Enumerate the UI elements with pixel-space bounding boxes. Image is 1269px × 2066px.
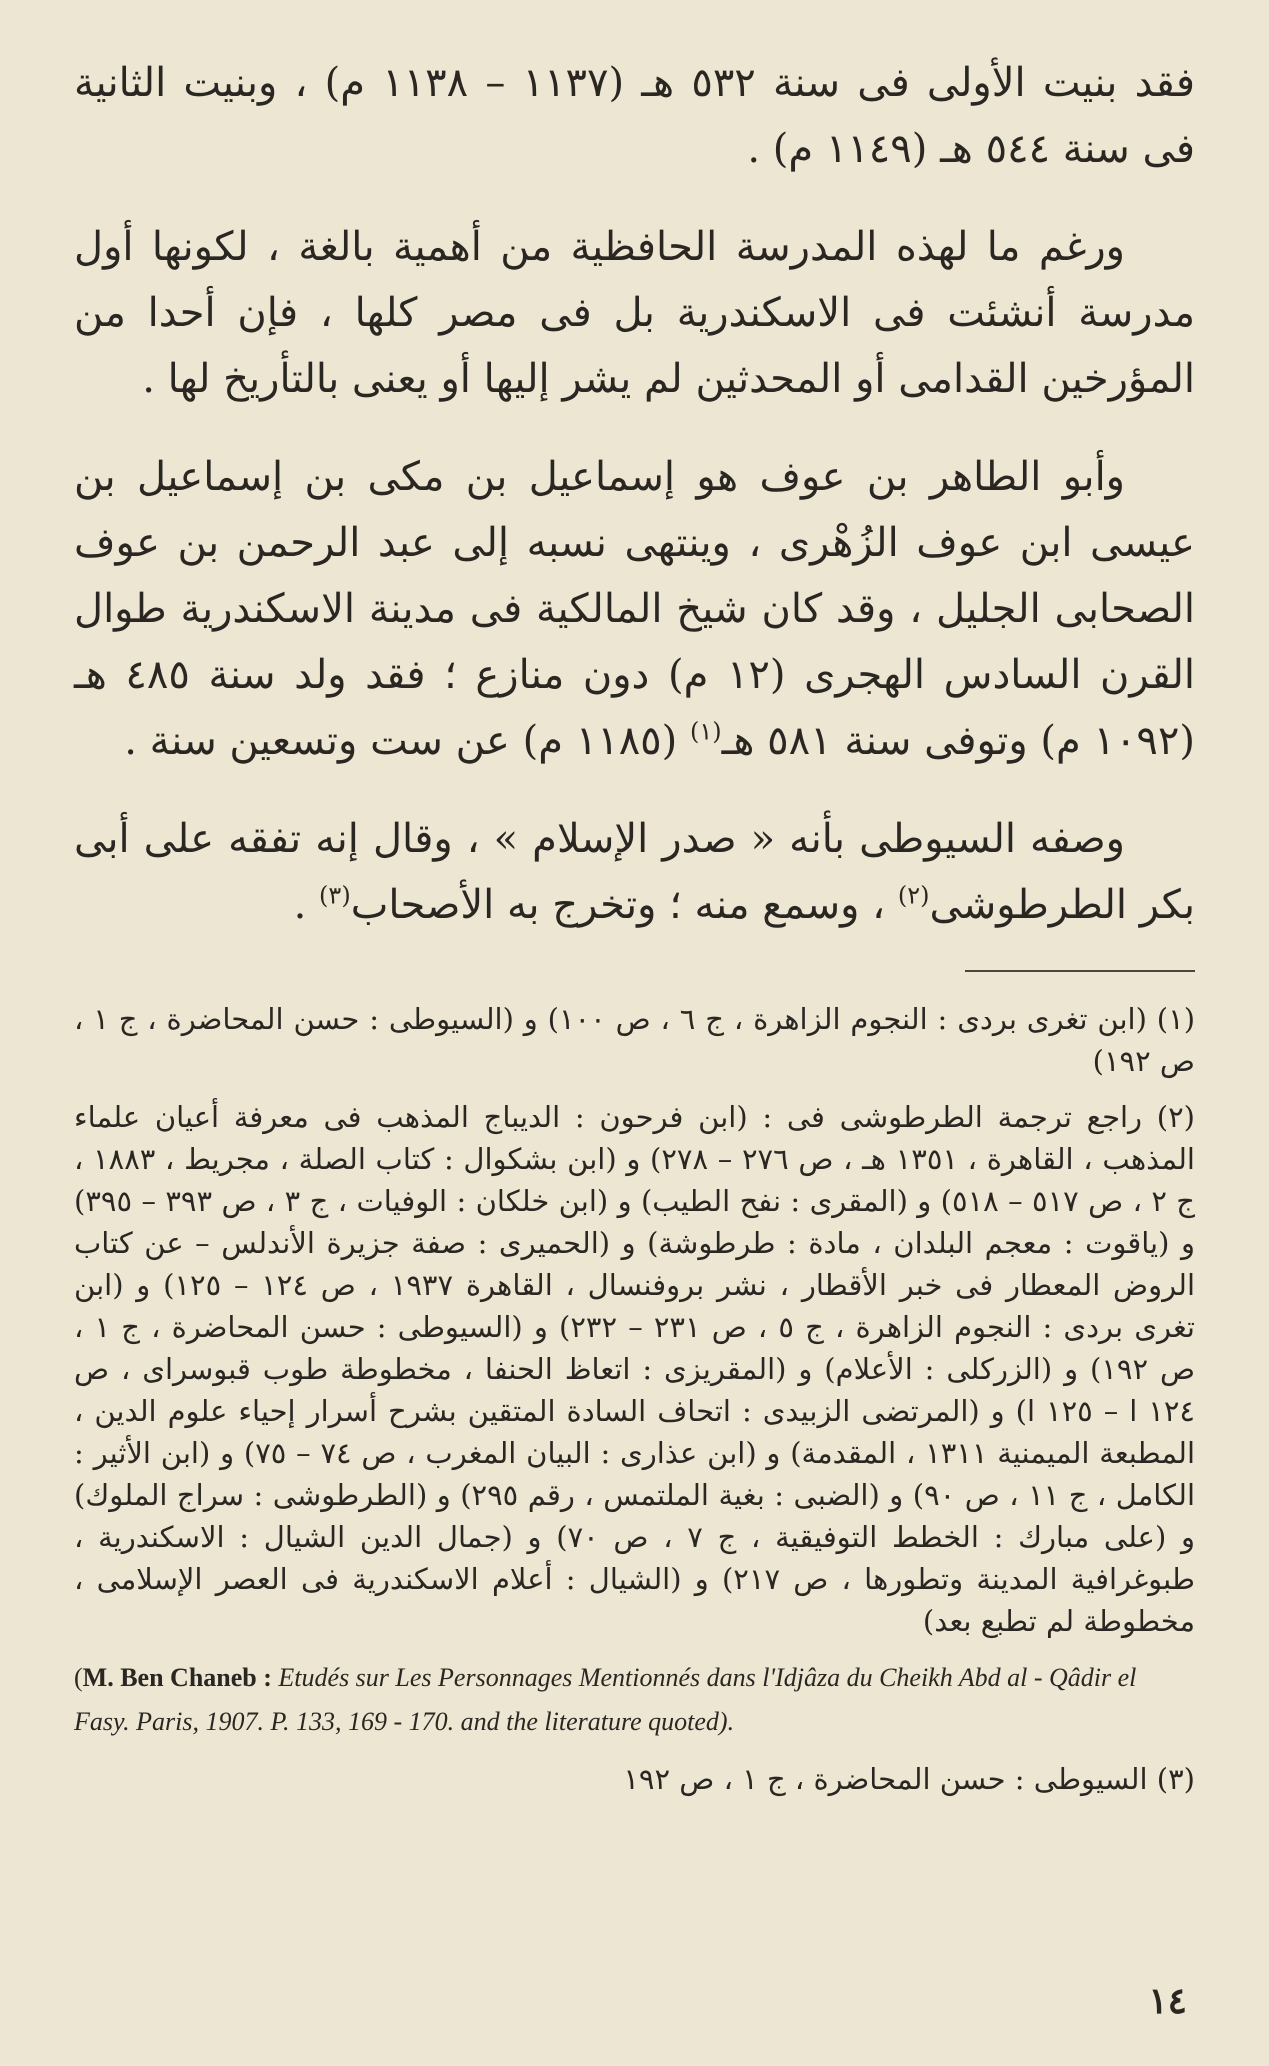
paragraph-4-mid: ، وسمع منه ؛ وتخرج به الأصحاب <box>350 882 886 928</box>
note-ref-2: (٢) <box>897 881 930 910</box>
paragraph-4-end: . <box>293 882 307 928</box>
footnote-2: (٢) راجع ترجمة الطرطوشى فى : (ابن فرحون : الديباج المذهب فى معرفة أعيان علماء المذهب ، القاهرة ، ١٣٥١ هـ ، ص ٢٧٦ – ٢٧٨) و (ابن بشكوال : كتاب الصلة ، مجريط ، ١٨٨٣ ، ج ٢ ، ص ٥١٧ – ٥١٨) و (المقرى : نفح الطيب) و (ابن خلكان : الوفيات ، ج ٣ ، ص ٣٩٣ – ٣٩٥) و (ياقوت : معجم البلدان ، مادة : طرطوشة) و (الحميرى : صفة جزيرة الأندلس – عن كتاب الروض المعطار فى خبر الأقطار ، نشر بروفنسال ، القاهرة ١٩٣٧ ، ص ١٢٤ – ١٢٥) و (ابن تغرى بردى : النجوم الزاهرة ، ج ٥ ، ص ٢٣١ – ٢٣٢) و (السيوطى : حسن المحاضرة ، ج ١ ، ص ١٩٢) و (الزركلى : الأعلام) و (المقريزى : اتعاظ الحنفا ، مخطوطة طوب قبوسراى ، ص ١٢٤ ا – ١٢٥ ا) و (المرتضى الزبيدى : اتحاف السادة المتقين بشرح أسرار إحياء علوم الدين ، المطبعة الميمنية ١٣١١ ، المقدمة) و (ابن عذارى : البيان المغرب ، ص ٧٤ – ٧٥) و (ابن الأثير : الكامل ، ج ١١ ، ص ٩٠) و (الضبى : بغية الملتمس ، رقم ٢٩٥) و (الطرطوشى : سراج الملوك) و (على مبارك : الخطط التوفيقية ، ج ٧ ، ص ٧٠) و (جمال الدين الشيال : الاسكندرية ، طبوغرافية المدينة وتطورها ، ص ٢١٧) و (الشيال : أعلام الاسكندرية فى العصر الإسلامى ، مخطوطة لم تطبع بعد) <box>74 1100 1196 1638</box>
latin-citation <box>74 1656 1195 1744</box>
paragraph-3 <box>74 444 1195 774</box>
paragraph-4-text: وصفه السيوطى بأنه « صدر الإسلام » ، وقال إنه تفقه على أبى بكر الطرطوشى <box>74 816 1195 928</box>
paragraph-1: فقد بنيت الأولى فى سنة ٥٣٢ هـ (١١٣٧ – ١١٣٨ م) ، وبنيت الثانية فى سنة ٥٤٤ هـ (١١٤٩ م) . <box>74 60 1195 172</box>
main-text <box>74 50 1195 938</box>
paragraph-3-end: (١١٨٥ م) عن ست وتسعين سنة . <box>124 718 678 764</box>
footnotes <box>74 998 1195 1800</box>
footnote-3: (٣) السيوطى : حسن المحاضرة ، ج ١ ، ص ١٩٢ <box>623 1762 1195 1796</box>
latin-citation-author: M. Ben Chaneb : <box>82 1663 272 1692</box>
paragraph-4 <box>74 806 1195 938</box>
paragraph-3-text: وأبو الطاهر بن عوف هو إسماعيل بن مكى بن إسماعيل بن عيسى ابن عوف الزُهْرى ، وينتهى نسبه إلى عبد الرحمن بن عوف الصحابى الجليل ، وقد كان شيخ المالكية فى مدينة الاسكندرية طوال القرن السادس الهجرى (١٢ م) دون منازع ؛ فقد ولد سنة ٤٨٥ هـ (١٠٩٢ م) وتوفى سنة ٥٨١ هـ <box>74 454 1195 764</box>
page-number: ١٤ <box>1148 1980 1187 2022</box>
footnote-divider <box>965 970 1195 972</box>
note-ref-3: (٣) <box>319 881 351 910</box>
note-ref-1: (١) <box>689 717 722 746</box>
paragraph-2: ورغم ما لهذه المدرسة الحافظية من أهمية بالغة ، لكونها أول مدرسة أنشئت فى الاسكندرية بل فى مصر كلها ، فإن أحدا من المؤرخين القدامى أو المحدثين لم يشر إليها أو يعنى بالتأريخ لها . <box>74 224 1195 402</box>
latin-citation-body: Etudés sur Les Personnages Mentionnés dans l'Idjâza du Cheikh Abd al - Qâdir el Fasy. Paris, 1907. P. 133, 169 - 170. and the literature quoted). <box>74 1663 1137 1736</box>
latin-citation-open: ( <box>74 1663 83 1692</box>
footnote-1: (١) (ابن تغرى بردى : النجوم الزاهرة ، ج ٦ ، ص ١٠٠) و (السيوطى : حسن المحاضرة ، ج ١ ، ص ١٩٢) <box>74 1002 1196 1078</box>
